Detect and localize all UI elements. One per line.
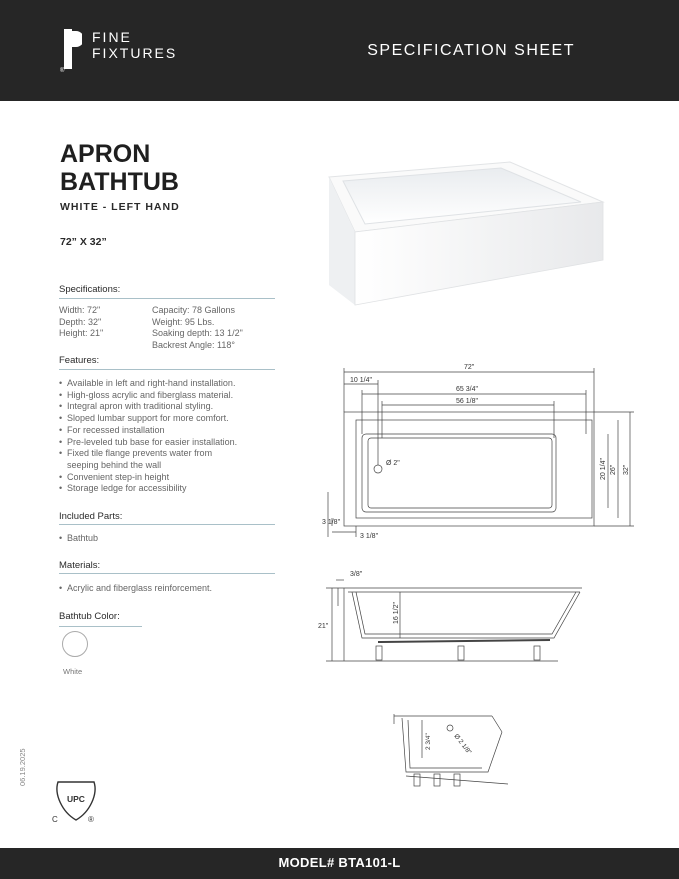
included-parts-divider: [59, 524, 275, 525]
dim-apron-height: 3 1/8": [322, 519, 341, 526]
spec-width: Width: 72": [59, 305, 101, 315]
cupc-certification-icon: [48, 778, 104, 824]
list-item: • For recessed installation: [59, 425, 237, 437]
list-item: • Fixed tile flange prevents water from: [59, 448, 237, 460]
model-number: MODEL# BTA101-L: [278, 855, 401, 870]
side-view-drawing: [318, 566, 596, 666]
features-divider: [59, 369, 275, 370]
dim-drain-diameter: Ø 2": [386, 460, 400, 467]
spec-capacity: Capacity: 78 Gallons: [152, 305, 236, 315]
brand-name: [92, 29, 177, 61]
end-view-drawing: [392, 710, 522, 795]
dim-height: 21": [318, 623, 329, 630]
revision-date: 06.19.2025: [18, 748, 27, 786]
list-item: • Integral apron with traditional styling.: [59, 401, 237, 413]
specifications-heading: Specifications:: [59, 284, 121, 295]
list-item: • High-gloss acrylic and fiberglass material.: [59, 390, 237, 402]
dim-inner-width: 20 1/4": [600, 458, 607, 480]
spec-depth: Depth: 32": [59, 316, 102, 327]
bathtub-photo: [325, 150, 605, 310]
header-bar: [0, 0, 679, 101]
list-item: • Available in left and right-hand installation.: [59, 378, 237, 390]
list-item: • Convenient step-in height: [59, 472, 237, 484]
product-name-line-1: APRON: [60, 140, 151, 168]
dim-overall-width: 72": [464, 364, 475, 371]
dim-apron-offset: 3 1/8": [360, 533, 379, 540]
top-view-drawing: [318, 362, 636, 542]
list-item: • Pre-leveled tub base for easier installation.: [59, 437, 237, 449]
page-title: SPECIFICATION SHEET: [367, 42, 575, 59]
included-parts-list: [59, 533, 98, 545]
list-item-continued: seeping behind the wall: [67, 459, 162, 470]
dim-mid-width: 26": [610, 464, 617, 475]
spec-weight: Weight: 95 Lbs.: [152, 316, 215, 327]
cupc-r: ®: [88, 815, 94, 824]
spec-backrest-angle: Backrest Angle: 118°: [152, 339, 235, 350]
color-swatch-label: White: [63, 667, 83, 676]
list-item: • Bathtub: [59, 533, 98, 545]
product-name-line-2: BATHTUB: [60, 168, 179, 196]
dim-soak-depth: 16 1/2": [393, 602, 400, 624]
brand-line-2: FIXTURES: [92, 45, 178, 61]
dim-overflow: Ø 2 1/8": [452, 732, 473, 756]
dim-top-offset: 3/8": [350, 571, 363, 578]
brand-logo-icon: [64, 29, 82, 75]
product-subtitle: WHITE - LEFT HAND: [60, 201, 180, 213]
included-parts-heading: Included Parts:: [59, 511, 123, 522]
dim-drop: 2 3/4": [425, 733, 432, 750]
spec-height: Height: 21": [59, 328, 104, 338]
product-size: 72” X 32”: [60, 236, 107, 248]
features-list: [59, 378, 237, 495]
specifications-divider: [59, 298, 275, 299]
cupc-c: C: [52, 815, 58, 824]
bathtub-color-heading: Bathtub Color:: [59, 611, 120, 622]
list-item: • Storage ledge for accessibility: [59, 483, 237, 495]
bathtub-color-divider: [59, 626, 142, 627]
materials-heading: Materials:: [59, 560, 101, 571]
cupc-mark-text: UPC: [67, 794, 85, 804]
features-heading: Features:: [59, 355, 100, 366]
materials-list: [59, 583, 212, 595]
color-swatch-white: [62, 631, 88, 657]
dim-bottom-length: 56 1/8": [456, 398, 478, 405]
brand-line-1: FINE: [92, 29, 132, 45]
dim-drain-offset: 10 1/4": [350, 377, 372, 384]
materials-divider: [59, 573, 275, 574]
dim-inner-length: 65 3/4": [456, 386, 478, 393]
list-item: • Acrylic and fiberglass reinforcement.: [59, 583, 212, 595]
dim-overall-depth: 32": [623, 464, 630, 475]
registered-mark: ®: [60, 68, 65, 74]
list-item: • Sloped lumbar support for more comfort.: [59, 413, 237, 425]
spec-soaking-depth: Soaking depth: 13 1/2": [152, 328, 243, 338]
product-name: [60, 140, 179, 196]
